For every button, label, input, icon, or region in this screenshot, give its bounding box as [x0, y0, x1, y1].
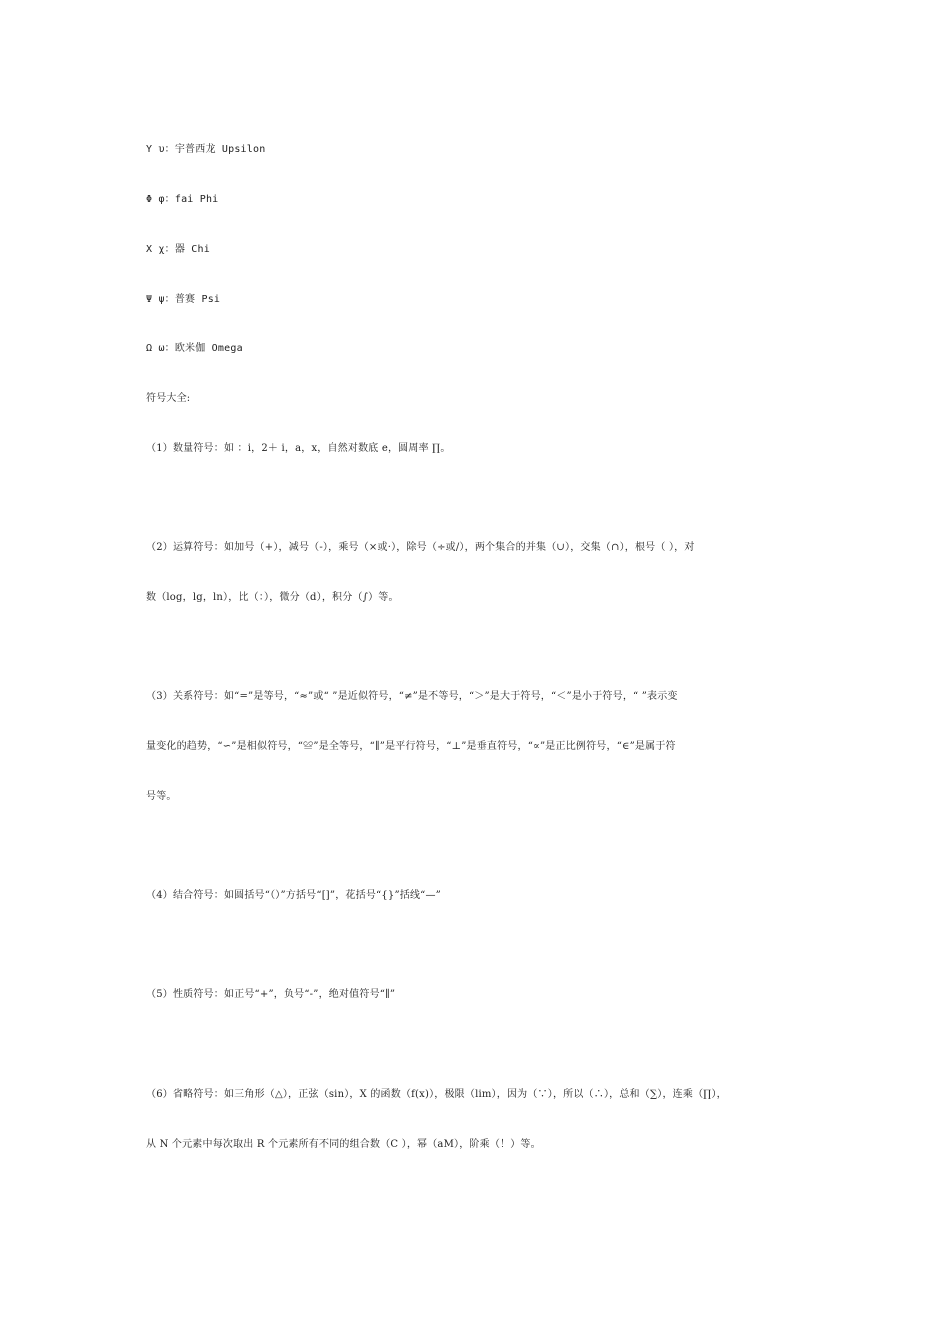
paragraph-operation-symbols-line-2: 数（log，lg，ln），比（：），微分（d），积分（∫）等。 [146, 592, 399, 603]
greek-letter-omega: Ω ω：欧米伽 Omega [146, 343, 243, 354]
greek-letter-phi: Φ φ：fai Phi [146, 194, 219, 205]
paragraph-relation-symbols-line-1: （3）关系符号：如“=”是等号，“≈”或“ ”是近似符号，“≠”是不等号，“＞”是大于符号，“＜”是小于符号，“ ”表示变 [146, 691, 678, 702]
greek-letter-upsilon: Υ υ：宇普西龙 Upsilon [146, 144, 266, 155]
paragraph-operation-symbols-line-1: （2）运算符号：如加号（+），减号（-），乘号（×或·），除号（÷或/），两个集合的并集（∪），交集（∩），根号（ ），对 [146, 542, 695, 553]
greek-letter-chi: Χ χ：器 Chi [146, 244, 210, 255]
paragraph-abbreviation-symbols-line-2: 从 N 个元素中每次取出 R 个元素所有不同的组合数（C ），幂（aM），阶乘（！）等。 [146, 1139, 541, 1150]
paragraph-relation-symbols-line-2: 量变化的趋势，“∽”是相似符号，“≌”是全等号，“∥”是平行符号，“⊥”是垂直符号，“∝”是正比例符号，“∈”是属于符 [146, 741, 676, 752]
paragraph-property-symbols: （5）性质符号：如正号“+”，负号“-”，绝对值符号“∥” [146, 989, 396, 1000]
paragraph-grouping-symbols: （4）结合符号：如圆括号“（）”方括号“[]”，花括号“{}”括线“—” [146, 890, 441, 901]
paragraph-abbreviation-symbols-line-1: （6）省略符号：如三角形（△），正弦（sin），X 的函数（f(x)），极限（lim），因为（∵），所以（∴），总和（∑），连乘（∏）， [146, 1089, 727, 1100]
paragraph-quantity-symbols: （1）数量符号：如 ：i，2＋ i，a，x，自然对数底 e，圆周率 ∏。 [146, 443, 451, 454]
greek-letter-psi: Ψ ψ：普赛 Psi [146, 294, 221, 305]
section-title: 符号大全: [146, 393, 191, 404]
paragraph-relation-symbols-line-3: 号等。 [146, 791, 177, 802]
